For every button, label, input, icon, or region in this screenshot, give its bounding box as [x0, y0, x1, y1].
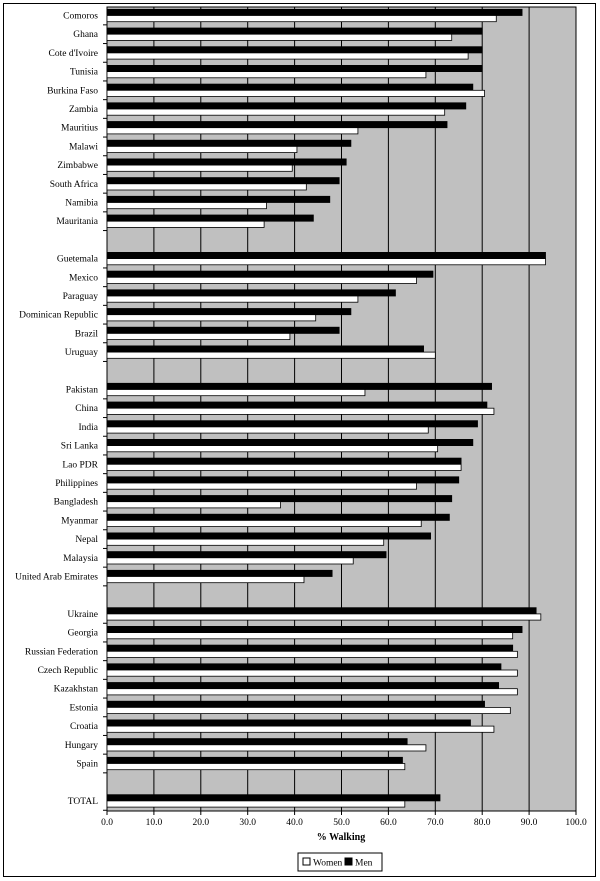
bar-women	[107, 53, 468, 59]
category-label: Croatia	[70, 722, 98, 733]
bar-men	[107, 103, 466, 109]
category-label: Malaysia	[63, 553, 98, 564]
bar-women	[107, 34, 452, 40]
bar-men	[107, 159, 346, 165]
bar-women	[107, 558, 353, 564]
category-label: Comoros	[63, 11, 98, 22]
bar-women	[107, 633, 513, 639]
x-tick-label: 10.0	[145, 818, 163, 828]
x-tick-label: 100.0	[565, 818, 587, 828]
bar-women	[107, 670, 517, 676]
bar-women	[107, 221, 264, 227]
category-label: Lao PDR	[62, 460, 98, 471]
x-tick-label: 0.0	[101, 818, 113, 828]
category-label: Uruguay	[64, 348, 98, 359]
bar-women	[107, 483, 417, 489]
bar-women	[107, 109, 445, 115]
category-label: Malawi	[68, 142, 98, 153]
bar-women	[107, 315, 316, 321]
bar-women	[107, 296, 358, 302]
bar-women	[107, 16, 496, 22]
bar-men	[107, 608, 536, 614]
bar-men	[107, 28, 482, 34]
category-label: Guetemala	[56, 254, 98, 265]
bar-men	[107, 421, 478, 427]
bar-women	[107, 352, 435, 358]
category-label: Cote d'Ivoire	[48, 48, 98, 59]
category-label: Tunisia	[69, 67, 98, 78]
category-label: Ghana	[73, 30, 98, 41]
bar-men	[107, 196, 330, 202]
bar-men	[107, 383, 492, 389]
bar-men	[107, 402, 487, 408]
bar-men	[107, 9, 522, 15]
category-label: Philippines	[55, 479, 98, 489]
bar-men	[107, 683, 499, 689]
bar-men	[107, 757, 402, 763]
bar-women	[107, 651, 517, 657]
category-label: Pakistan	[65, 385, 98, 396]
category-label: United Arab Emirates	[15, 572, 98, 583]
bar-men	[107, 65, 482, 71]
bar-men	[107, 84, 473, 90]
bar-women	[107, 614, 541, 620]
category-labels	[15, 12, 107, 811]
bar-men	[107, 664, 501, 670]
category-label: Dominican Republic	[19, 310, 98, 321]
x-axis	[101, 811, 587, 828]
bar-men	[107, 47, 482, 53]
bar-women	[107, 333, 290, 339]
bar-men	[107, 739, 407, 745]
category-label: Mauritius	[61, 123, 98, 134]
bar-women	[107, 390, 365, 396]
bar-women	[107, 577, 304, 583]
bar-women	[107, 764, 405, 770]
category-label: China	[75, 404, 98, 415]
category-label: TOTAL	[67, 796, 98, 807]
bar-women	[107, 128, 358, 134]
category-label: Kazakhstan	[53, 684, 98, 695]
bar-women	[107, 539, 384, 545]
bar-men	[107, 701, 485, 707]
category-label: Mexico	[68, 273, 98, 284]
bar-men	[107, 327, 339, 333]
category-label: Hungary	[64, 740, 98, 751]
bar-men	[107, 533, 431, 539]
bar-men	[107, 215, 313, 221]
bar-women	[107, 408, 494, 414]
bar-men	[107, 458, 461, 464]
x-tick-label: 40.0	[286, 818, 303, 828]
category-label: Burkina Faso	[47, 86, 98, 97]
category-label: Zimbabwe	[57, 161, 98, 172]
bar-men	[107, 252, 546, 258]
bar-men	[107, 271, 433, 277]
bar-men	[107, 645, 513, 651]
bar-women	[107, 146, 297, 152]
bar-women	[107, 801, 405, 807]
x-axis-title: % Walking	[316, 832, 366, 843]
category-label: Ukraine	[67, 609, 98, 620]
bar-men	[107, 346, 424, 352]
category-label: Nepal	[75, 535, 98, 546]
category-label: Myanmar	[61, 516, 98, 527]
bar-women	[107, 726, 494, 732]
bar-women	[107, 707, 510, 713]
category-label: Mauritania	[56, 217, 98, 228]
category-label: Estonia	[69, 703, 98, 714]
category-label: Czech Republic	[37, 666, 98, 676]
category-label: Brazil	[74, 329, 98, 340]
bar-men	[107, 140, 351, 146]
category-label: Spain	[76, 759, 98, 770]
bar-men	[107, 496, 452, 502]
bar-women	[107, 464, 461, 470]
category-label: India	[78, 422, 98, 433]
bar-women	[107, 277, 417, 283]
legend	[298, 853, 382, 871]
category-label: Bangladesh	[53, 497, 98, 508]
bar-women	[107, 203, 266, 209]
bar-men	[107, 514, 449, 520]
x-tick-label: 90.0	[520, 818, 538, 828]
bar-women	[107, 90, 485, 96]
bar-women	[107, 745, 426, 751]
x-tick-label: 50.0	[333, 818, 350, 828]
bar-men	[107, 178, 339, 184]
category-label: Georgia	[67, 628, 98, 639]
bar-men	[107, 626, 522, 632]
legend-label-women: Women	[313, 858, 343, 869]
bar-women	[107, 502, 281, 508]
bar-women	[107, 689, 517, 695]
category-label: Paraguay	[62, 292, 98, 302]
bar-men	[107, 122, 447, 128]
x-tick-label: 20.0	[192, 818, 210, 828]
bar-men	[107, 720, 470, 726]
category-label: Russian Federation	[24, 647, 98, 658]
x-tick-label: 80.0	[473, 818, 491, 828]
category-label: South Africa	[49, 179, 98, 190]
bar-men	[107, 309, 351, 315]
x-tick-label: 30.0	[239, 818, 257, 828]
bar-women	[107, 184, 306, 190]
bar-women	[107, 72, 426, 78]
bar-women	[107, 427, 428, 433]
bar-men	[107, 552, 386, 558]
legend-label-men: Men	[355, 858, 373, 869]
bar-men	[107, 290, 395, 296]
category-label: Namibia	[65, 198, 98, 209]
bar-women	[107, 520, 421, 526]
legend-swatch-men	[345, 858, 352, 865]
bar-women	[107, 446, 438, 452]
bar-men	[107, 477, 459, 483]
bar-men	[107, 439, 473, 445]
category-label: Zambia	[68, 105, 98, 115]
bar-women	[107, 165, 292, 171]
x-tick-label: 60.0	[380, 818, 397, 828]
category-label: Sri Lanka	[60, 441, 98, 452]
x-tick-label: 70.0	[426, 818, 444, 828]
plot-area	[107, 7, 576, 811]
bar-men	[107, 795, 440, 801]
bar-men	[107, 570, 332, 576]
legend-swatch-women	[303, 858, 310, 865]
bar-women	[107, 259, 546, 265]
